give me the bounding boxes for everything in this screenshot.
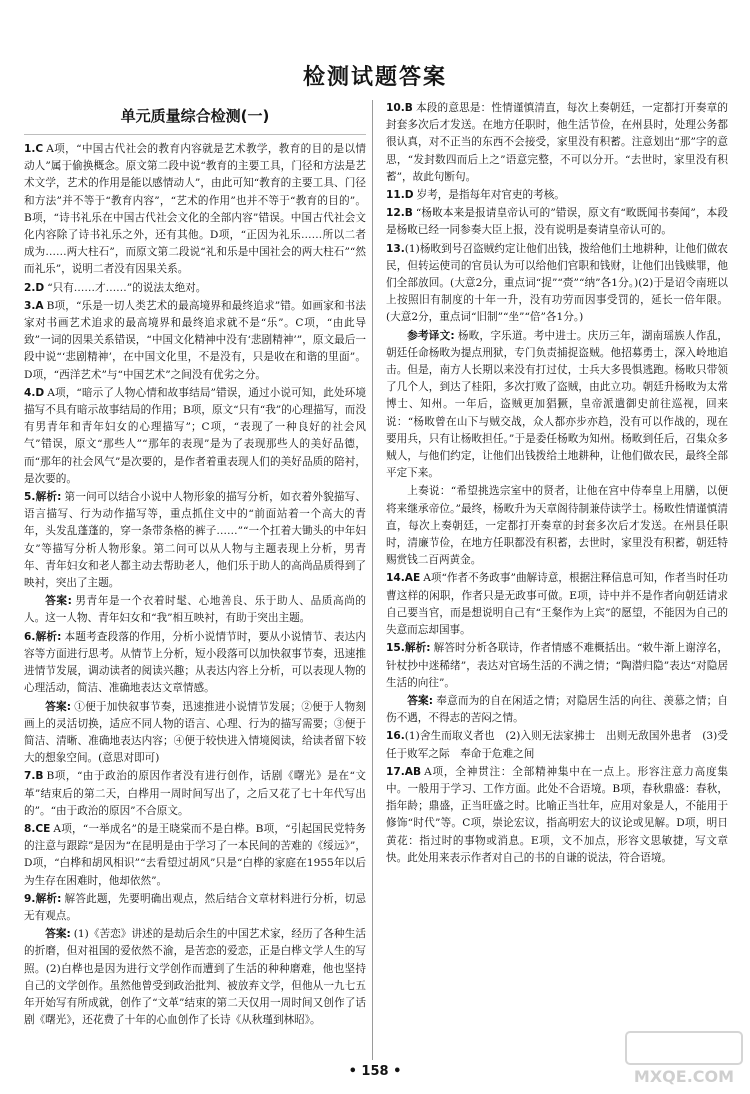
answer-item bbox=[24, 141, 366, 279]
question-number: 8. bbox=[24, 822, 36, 835]
question-number: 14. bbox=[386, 572, 405, 585]
answer-text: A项“作者不务政事”曲解诗意，根据注释信息可知，作者当时任功曹这样的闲职，作者只是无政事可做。E项，诗中并不是作者向朝廷请求自己要当官，而是想说明自己有“王粲作为上宾”的愿望，不能因为自己的失意而忘却国事。 bbox=[386, 572, 728, 637]
question-number: 5. bbox=[24, 491, 36, 504]
answer-item bbox=[386, 640, 728, 692]
answer-key: CE bbox=[35, 822, 51, 835]
answer-key: A bbox=[35, 299, 44, 312]
question-number: 17. bbox=[386, 765, 405, 778]
answer-text: 解答此题，先要明确出观点，然后结合文章材料进行分析，切忌无有观点。 bbox=[24, 892, 366, 922]
column-divider bbox=[372, 100, 373, 1060]
answer-text: A项，全神贯注：全部精神集中在一点上。形容注意力高度集中。一般用于学习、工作方面。此处不合语境。B项，春秋鼎盛：春秋，指年龄；鼎盛，正当旺盛之时。比喻正当壮年，应用对象是人，不能用于修饰“时代”等。C项，崇论宏议，指高明宏大的议论或见解。D项，明日黄花：指过时的事物或消息。E项，文不加点，形容文思敏捷，写文章快。此处用来表示作者对自己的书的自谦的说法，符合语境。 bbox=[386, 765, 728, 864]
section-title: 单元质量综合检测(一) bbox=[24, 100, 366, 135]
page-title: 检测试题答案 bbox=[302, 65, 447, 90]
watermark-logo bbox=[624, 1030, 744, 1088]
answer-text: 奉意而为的自在闲适之情；对隐居生活的向往、羡慕之情；自伤不遇，不得志的苦闷之情。 bbox=[386, 694, 728, 725]
answer-item bbox=[24, 280, 366, 297]
answer-key: D bbox=[35, 281, 45, 294]
left-answer-list bbox=[24, 141, 366, 1029]
answer-item bbox=[24, 385, 366, 488]
answer-text: 杨畋，字乐道。考中进士。庆历三年，湖南瑶族人作乱，朝廷任命杨畋为提点刑狱，专门负责捕捉盗贼。他招募勇士，深入岭地追击。但是，南方人长期以来没有打过仗，士兵大多畏惧逃跑。杨畋只带领了几个人，到达了桂阳，多次打败了盗贼，由此立功。朝廷升杨畋为太常博士、知州。一年后，盗贼更加猖獗，皇帝派遣御史前往巡视，回来说：“杨畋曾在山下与贼交战，众人都亦步亦趋，没有可以作战的，现在要用兵，只有让杨畋担任。”于是委任杨畋为知州。杨畋到任后，召集众多贼人，与他们约定，让他们出钱拨给土地耕种，让他们做农民，最终全部平定下来。 bbox=[386, 329, 728, 480]
answer-key: AB bbox=[404, 765, 422, 778]
answer-text: A项，“一举成名”的是王晓棠而不是白桦。B项，“引起国民党特务的注意与跟踪”是因为“在昆明是由于学习了一本民间的苦难的《绥远》”，D项，“白桦和胡风相识”“去看望过胡风”只是“白桦的家庭在1955年以后为生存在困难时，他却依然”。 bbox=[24, 822, 366, 887]
answer-text: 男青年是一个衣着时髦、心地善良、乐于助人、品质高尚的人。这一人物、青年妇女和“我”相互映衬，有助于突出主题。 bbox=[24, 595, 366, 625]
answer-text: “杨畋本来是报请皇帝认可的”错误，原文有“畋既闻书奏闻”，本段是杨畋已经一同参奏大臣上报，没有说明是奏请皇帝认可的。 bbox=[386, 207, 728, 237]
answer-item bbox=[24, 489, 366, 592]
answer-item bbox=[386, 764, 728, 867]
question-number: 15. bbox=[386, 642, 405, 655]
answer-item bbox=[386, 483, 728, 569]
answer-text: 本段的意思是：性情谨慎清直，每次上奏朝廷，一定都打开奏章的封套多次后才发送。在地方任职时，他生活节俭，在州县时，处理公务都很认真，对不正当的东西不会接受，家里没有积蓄。注意划出“那”字的意思，“发封数四而后上之”语意完整，不可以分开。“去世时，家里没有积蓄”，故此句断句。 bbox=[386, 102, 728, 183]
answer-item bbox=[386, 328, 728, 483]
question-number: 2. bbox=[24, 281, 36, 294]
answer-key: 解析: bbox=[35, 892, 62, 905]
question-number: 1. bbox=[24, 143, 36, 155]
question-number: 9. bbox=[24, 892, 36, 905]
answer-item bbox=[386, 693, 728, 727]
answer-text: B项，“由于政治的原因作者没有进行创作，话剧《曙光》是在“文革”结束后的第二天，白桦用一周时间写出了，之后又花了七十年代写出的”。“由于政治的原因”不合原文。 bbox=[24, 770, 366, 817]
answer-key: B bbox=[404, 207, 413, 220]
right-answer-list bbox=[386, 100, 728, 867]
answer-item bbox=[386, 570, 728, 639]
answer-key: 解析: bbox=[35, 491, 62, 504]
question-number: 12. bbox=[386, 207, 405, 220]
answer-item bbox=[386, 187, 728, 204]
answer-key: B bbox=[404, 102, 413, 114]
answer-text: A项，“暗示了人物心情和故事结局”错误，通过小说可知，此处环境描写不具有暗示故事结局的作用；B项，原文“只有“我”的心理描写，而没有男青年和青年妇女的心理描写”；C项，“表现了一种良好的社会风气”错误，原文“那些人”“那年的表现”是为了表现那些人的美好品德，而“那年的社会风气”是次要的，是作者着重表现人们的美好品质的陪衬，是次要的。 bbox=[24, 386, 366, 485]
right-column bbox=[386, 100, 728, 1060]
answer-item bbox=[386, 100, 728, 186]
left-column bbox=[24, 100, 366, 1060]
answer-text: “只有……才……”的说法太绝对。 bbox=[47, 281, 207, 294]
answer-text: 本题考查段落的作用，分析小说情节时，要从小说情节、表达内容等方面进行思考。从情节上分析，短小段落可以加快叙事节奏，迅速推进情节发展，调动读者的阅读兴趣；从表达内容上分析，可以表现人物的心理活动，简洁、准确地表达文章情感。 bbox=[24, 630, 366, 695]
answer-key: D bbox=[404, 189, 414, 202]
answer-item bbox=[24, 891, 366, 925]
answer-key: 解析: bbox=[404, 642, 431, 655]
answer-key: 答案: bbox=[45, 928, 71, 941]
answer-key: 答案: bbox=[407, 694, 434, 707]
answer-text: B项，“乐是一切人类艺术的最高境界和最终追求”错。如画家和书法家对书画艺术追求的最高境界和最终追求就不是“乐”。C项，“由此导致”一词的因果关系错误，“中国文化精神中没有‘悲剧精神’”，原文最后一段中说“‘悲剧精神’，在中国文化里，不是没有，只是收在和谐的里面”。D项，“西洋艺术”与“中国艺术”之间没有优劣之分。 bbox=[24, 299, 366, 381]
answer-key: D bbox=[35, 386, 45, 399]
answer-item bbox=[24, 768, 366, 820]
question-number: 4. bbox=[24, 386, 36, 399]
question-number: 13. bbox=[386, 242, 405, 255]
answer-text: 第一问可以结合小说中人物形象的描写分析，如衣着外貌描写、语言描写、行为动作描写等，重点抓住文中的“前面站着一个高大的青年，头发乱蓬蓬的，穿一条带条格的裤子……”“一个扛着大锄头的中年妇女”等描写分析人物形象。第二问可以从人物与主题表现上分析，男青年、青年妇女和老人都主动去帮助老人，他们乐于助人的高尚品质得到了映衬，突出了主题。 bbox=[24, 491, 366, 590]
answer-text: (1)舍生而取义者也 (2)入则无法家拂士 出则无敌国外患者 (3)受任于败军之际 奉命于危难之间 bbox=[386, 730, 728, 760]
answer-item bbox=[24, 593, 366, 627]
question-number: 6. bbox=[24, 630, 36, 643]
watermark-text: MXQE.COM bbox=[633, 1067, 735, 1086]
answer-key: C bbox=[35, 143, 44, 155]
answer-item bbox=[24, 629, 366, 698]
question-number: 16. bbox=[386, 730, 405, 743]
question-number: 3. bbox=[24, 299, 36, 312]
answer-item bbox=[24, 926, 366, 1029]
question-number: 7. bbox=[24, 770, 36, 783]
answer-text: ①便于加快叙事节奏，迅速推进小说情节发展；②便于人物刻画上的灵活切换，适应不同人物的语言、心理、行为的描写需要；③便于简洁、清晰、准确地表达内容；④便于较快进入情境阅读，给读者留下较大的想象空间。(意思对即可) bbox=[24, 700, 366, 765]
answer-key: 参考译文: bbox=[407, 329, 455, 342]
answer-text: (1)杨畋到号召盗贼约定让他们出钱，拨给他们土地耕种，让他们做农民，但转运使司的官员认为可以给他们官职和钱财，让他们出钱赎罪，他们全部放回。(大意2分，重点词“捉”“赍”“纳”各1分。)(2)于是诏令南班以上按照旧有制度的十年一升，没有功劳而因事受罚的，延长一倍年限。(大意2分，重点词“旧制”“坐”“倍”各1分。) bbox=[386, 242, 728, 324]
answer-key: 解析: bbox=[35, 630, 62, 643]
answer-key: 答案: bbox=[45, 700, 72, 713]
answer-text: 上奏说：“希望挑选宗室中的贤者，让他在宫中侍奉皇上用膳，以便将来继承帝位。”最终，杨畋升为天章阁待制兼侍读学士。杨畋性情谨慎清直，每次上奏朝廷，一定都打开奏章的封套多次后才发送。在州县任职时，清廉节俭，在地方任职都没有积蓄，去世时，家里没有积蓄，朝廷特赐赏钱二百两黄金。 bbox=[386, 485, 728, 567]
answer-item bbox=[24, 821, 366, 890]
question-number: 10. bbox=[386, 102, 405, 114]
question-number: 11. bbox=[386, 189, 405, 202]
answer-item bbox=[386, 728, 728, 762]
answer-text: 解答时分析各联诗，作者情感不难概括出。“敕牛渐上谢淳名，针杖抄中迷稀绪”，表达对官场生活的不满之情；“陶潜归隐”表达“对隐居生活的向往”。 bbox=[386, 642, 728, 689]
answer-item bbox=[24, 699, 366, 768]
answer-item bbox=[386, 241, 728, 327]
answer-item bbox=[386, 205, 728, 239]
answer-text: (1)《苦恋》讲述的是劫后余生的中国艺术家，经历了各种生活的折磨，但对祖国的爱依然不渝，是苦恋的爱恋，正是白桦文学人生的写照。(2)白桦也是因为进行文学创作而遭到了生活的种种磨难，他也坚持自己的文学创作。虽然他曾受到政治批判、被放弃文学，但他从一九七五年开始写有所成就，创作了“文革”结束的第二天仅用一周时间又创作了话剧《曙光》，还花费了十年的心血创作了长诗《从秋瑾到林昭》。 bbox=[24, 928, 366, 1027]
answer-item bbox=[24, 298, 366, 384]
answer-key: AE bbox=[404, 572, 421, 585]
page-number: • 158 • bbox=[348, 1064, 402, 1079]
answer-text: 岁考，是指每年对官吏的考核。 bbox=[416, 189, 565, 202]
answer-key: 答案: bbox=[45, 595, 72, 608]
answer-text: A项，“中国古代社会的教育内容就是艺术教学，教育的目的是以情动人”属于偷换概念。原文第二段中说“教育的主要工具，门径和方法是艺术文学，艺术的作用是能以感情动人”，由此可知“教育的主要工具、门径和方法”并不等于“教育内容”，“艺术的作用”也并不等于“教育的目的”。B项，“诗书礼乐在中国古代社会文化的全部内容”错误。中国古代社会文化内容除了诗书礼乐之外，还有其他。D项，“正因为礼乐……所以二者成为……两大柱石”，而原文第二段说“礼和乐是中国社会的两大柱石”“然而礼乐”，说明二者没有因果关系。 bbox=[24, 143, 366, 276]
answer-key: B bbox=[35, 770, 44, 783]
